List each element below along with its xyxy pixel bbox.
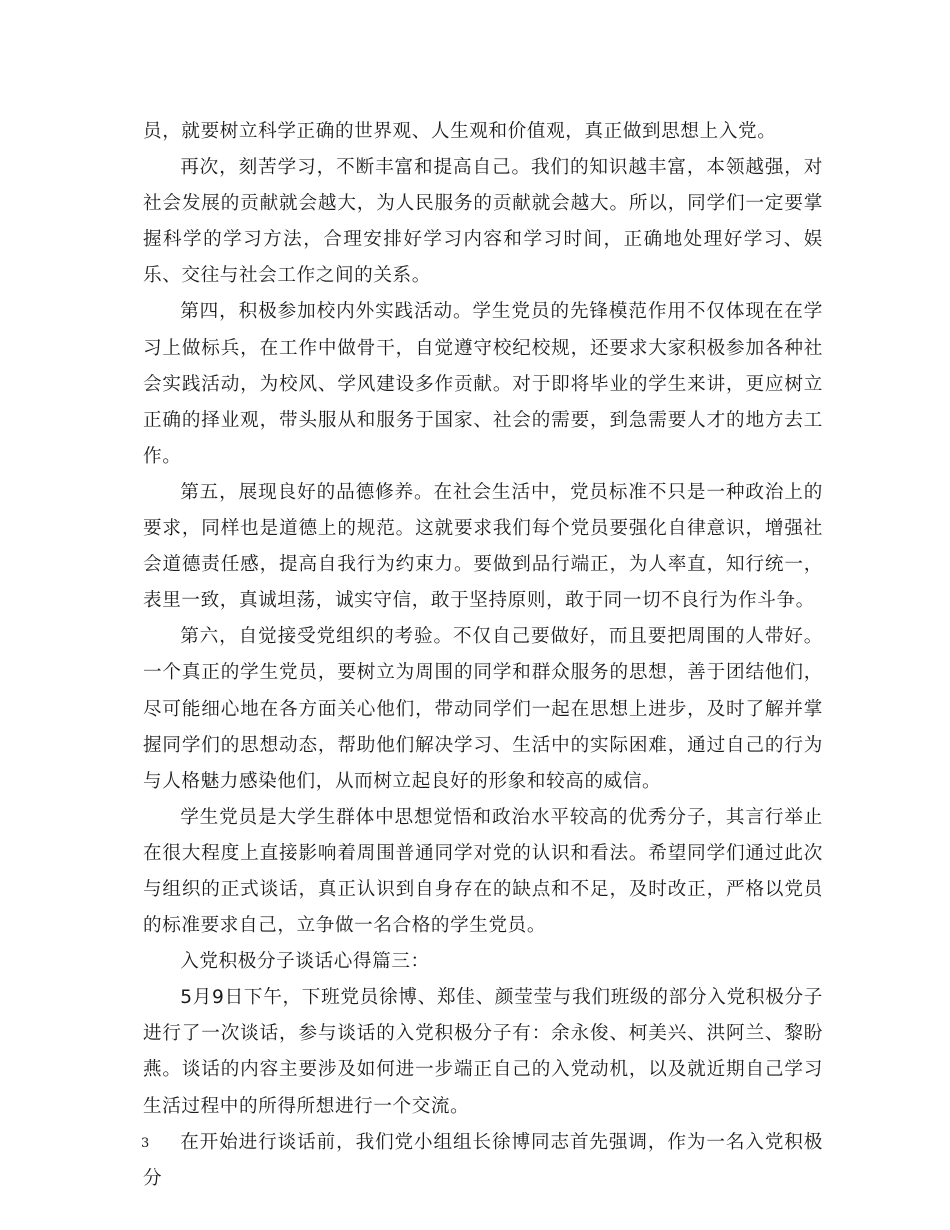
paragraph-1: 员，就要树立科学正确的世界观、人生观和价值观，真正做到思想上入党。 <box>143 121 777 142</box>
page-number: 3 <box>141 1136 150 1151</box>
paragraph-3: 第四，积极参加校内外实践活动。学生党员的先锋模范作用不仅体现在在学习上做标兵，在工作中做骨干，自觉遵守校纪校规，还要求大家积极参加各种社会实践活动，为校风、学风建设多作贡献。对于即将毕业的学生来讲，更应树立正确的择业观，带头服从和服务于国家、社会的需要，到急需要人才的地方去工作。 <box>143 301 823 467</box>
paragraph-6: 学生党员是大学生群体中思想觉悟和政治水平较高的优秀分子，其言行举止在很大程度上直接影响着周围普通同学对党的认识和看法。希望同学们通过此次与组织的正式谈话，真正认识到自身存在的缺点和不足，及时改正，严格以党员的标准要求自己，立争做一名合格的学生党员。 <box>143 806 823 937</box>
document-body <box>143 114 823 1197</box>
section-heading: 入党积极分子谈话心得篇三： <box>180 951 430 973</box>
paragraph-5: 第六，自觉接受党组织的考验。不仅自己要做好，而且要把周围的人带好。一个真正的学生党员，要树立为周围的同学和群众服务的思想，善于团结他们，尽可能细心地在各方面关心他们，带动同学们一起在思想上进步，及时了解并掌握同学们的思想动态，帮助他们解决学习、生活中的实际困难，通过自己的行为与人格魅力感染他们，从而树立起良好的形象和较高的威信。 <box>143 626 823 792</box>
paragraph-8: 在开始进行谈话前，我们党小组组长徐博同志首先强调，作为一名入党积极分 <box>143 1131 823 1189</box>
paragraph-2: 再次，刻苦学习，不断丰富和提高自己。我们的知识越丰富，本领越强，对社会发展的贡献就会越大，为人民服务的贡献就会越大。所以，同学们一定要掌握科学的学习方法，合理安排好学习内容和学习时间，正确地处理好学习、娱乐、交往与社会工作之间的关系。 <box>143 157 823 287</box>
paragraph-4: 第五，展现良好的品德修养。在社会生活中，党员标准不只是一种政治上的要求，同样也是道德上的规范。这就要求我们每个党员要强化自律意识，增强社会道德责任感，提高自我行为约束力。要做到品行端正，为人率直，知行统一，表里一致，真诚坦荡，诚实守信，敢于坚持原则，敢于同一切不良行为作斗争。 <box>143 481 823 612</box>
paragraph-7: 5月9日下午，下班党员徐博、郑佳、颜莹莹与我们班级的部分入党积极分子进行了一次谈话，参与谈话的入党积极分子有：余永俊、柯美兴、洪阿兰、黎盼燕。谈话的内容主要涉及如何进一步端正自己的入党动机，以及就近期自己学习生活过程中的所得所想进行一个交流。 <box>143 987 823 1117</box>
